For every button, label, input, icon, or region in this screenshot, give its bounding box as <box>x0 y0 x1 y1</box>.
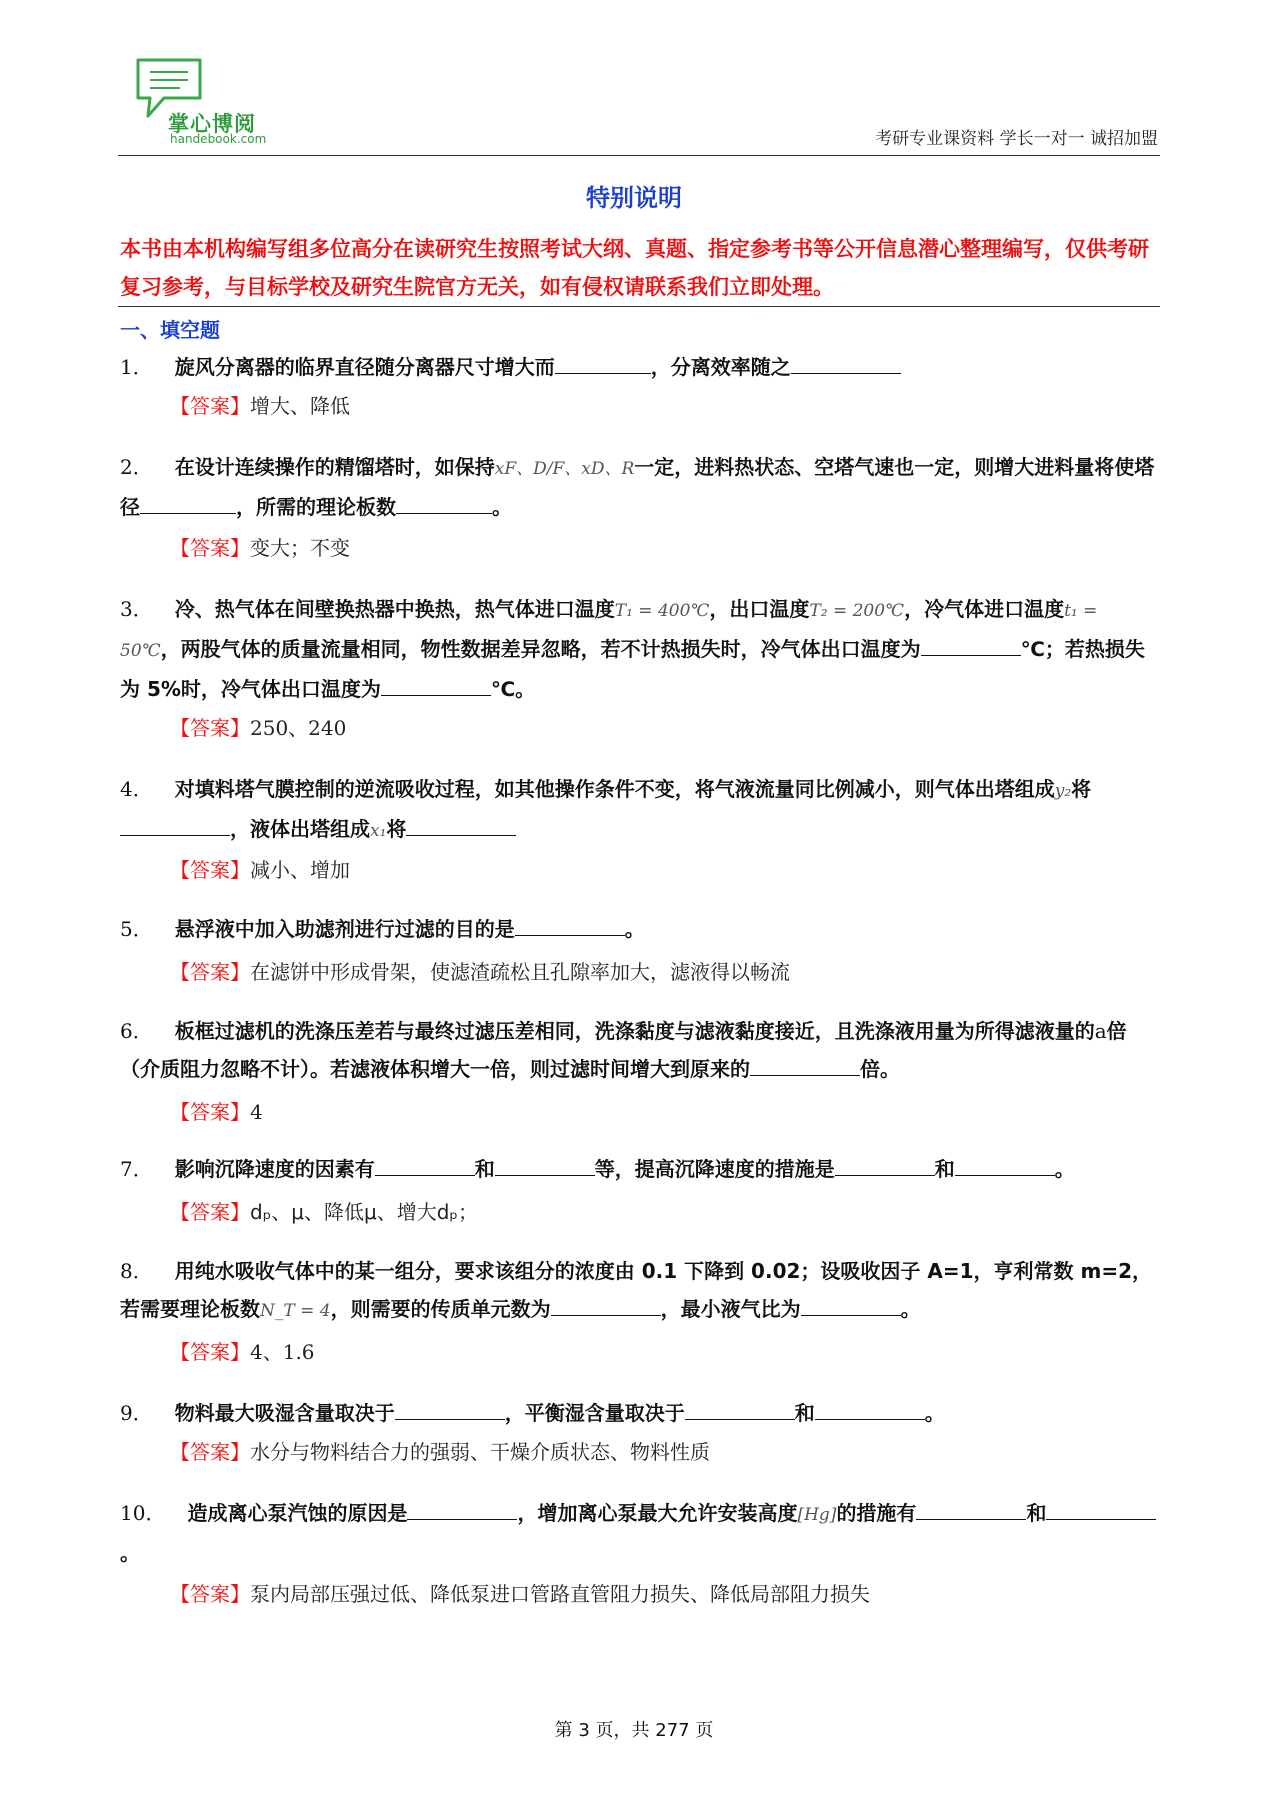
answer-6: 【答案】4 <box>170 1100 263 1124</box>
answer-blank[interactable] <box>406 815 516 836</box>
answer-blank[interactable] <box>495 1155 595 1176</box>
header-divider <box>118 155 1160 156</box>
notice-body: 本书由本机构编写组多位高分在读研究生按照考试大纲、真题、指定参考书等公开信息潜心整理编写，仅供考研复习参考，与目标学校及研究生院官方无关，如有侵权请联系我们立即处理。 <box>120 237 1149 299</box>
answer-blank[interactable] <box>835 1155 935 1176</box>
answer-blank[interactable] <box>815 1399 925 1420</box>
question-9: 9． 物料最大吸湿含量取决于 ，平衡湿含量取决于 和 。 <box>120 1401 945 1425</box>
answer-blank[interactable] <box>921 635 1021 656</box>
answer-5: 【答案】在滤饼中形成骨架，使滤渣疏松且孔隙率加大，滤液得以畅流 <box>170 960 790 984</box>
answer-10: 【答案】泵内局部压强过低、降低泵进口管路直管阻力损失、降低局部阻力损失 <box>170 1582 870 1606</box>
logo-title: 掌心博阅 <box>168 112 256 136</box>
answer-9: 【答案】水分与物料结合力的强弱、干燥介质状态、物料性质 <box>170 1440 710 1464</box>
answer-blank[interactable] <box>685 1399 795 1420</box>
answer-blank[interactable] <box>791 353 901 374</box>
answer-blank[interactable] <box>395 1399 505 1420</box>
notice-title: 特别说明 <box>586 184 682 212</box>
answer-blank[interactable] <box>555 353 651 374</box>
answer-7: 【答案】dₚ、μ、降低μ、增大dₚ； <box>170 1200 478 1224</box>
answer-blank[interactable] <box>120 815 230 836</box>
question-1: 1． 旋风分离器的临界直径随分离器尺寸增大而 ，分离效率随之 <box>120 348 1160 386</box>
question-3: 3． 冷、热气体在间壁换热器中换热，热气体进口温度T₁ = 400℃，出口温度T₂ = 200℃，冷气体进口温度t₁ = 50℃，两股气体的质量流量相同，物性数据差异忽略，若不计热损失时，冷气体出口温度为 ℃；若热损失为 5%时，冷气体出口温度为 ℃。 <box>120 597 1145 701</box>
answer-blank[interactable] <box>407 1499 517 1520</box>
page-number: 第 3 页，共 277 页 <box>554 1720 714 1741</box>
header-tagline: 考研专业课资料 学长一对一 诚招加盟 <box>875 129 1158 149</box>
answer-3: 【答案】250、240 <box>170 716 347 740</box>
answer-blank[interactable] <box>916 1499 1026 1520</box>
logo-url: handebook.com <box>170 132 267 146</box>
answer-blank[interactable] <box>801 1295 901 1316</box>
answer-8: 【答案】4、1.6 <box>170 1340 315 1364</box>
question-5: 5． 悬浮液中加入助滤剂进行过滤的目的是 。 <box>120 917 645 941</box>
answer-blank[interactable] <box>375 1155 475 1176</box>
answer-blank[interactable] <box>515 915 625 936</box>
answer-blank[interactable] <box>140 493 236 514</box>
answer-blank[interactable] <box>381 675 491 696</box>
answer-blank[interactable] <box>1046 1499 1156 1520</box>
question-7: 7． 影响沉降速度的因素有 和 等，提高沉降速度的措施是 和 。 <box>120 1157 1075 1181</box>
answer-2: 【答案】变大；不变 <box>170 536 350 560</box>
answer-blank[interactable] <box>396 493 492 514</box>
answer-1: 【答案】增大、降低 <box>170 394 350 418</box>
answer-4: 【答案】减小、增加 <box>170 858 350 882</box>
question-6: 6． 板框过滤机的洗涤压差若与最终过滤压差相同，洗涤黏度与滤液黏度接近，且洗涤液用量为所得滤液量的a倍（介质阻力忽略不计）。若滤液体积增大一倍，则过滤时间增大到原来的 倍。 <box>120 1019 1127 1081</box>
question-2: 2． 在设计连续操作的精馏塔时，如保持xF、D/F、xD、R一定，进料热状态、空塔气速也一定，则增大进料量将使塔径 ，所需的理论板数 。 <box>120 455 1155 519</box>
section-title: 一、填空题 <box>120 318 220 342</box>
answer-blank[interactable] <box>551 1295 661 1316</box>
question-8: 8． 用纯水吸收气体中的某一组分，要求该组分的浓度由 0.1 下降到 0.02；设吸收因子 A=1，亨利常数 m=2，若需要理论板数N_T = 4，则需要的传质单元数为 ，最小液气比为 。 <box>120 1259 1152 1321</box>
notice-divider <box>118 306 1160 307</box>
question-4: 4． 对填料塔气膜控制的逆流吸收过程，如其他操作条件不变，将气液流量同比例减小，则气体出塔组成y₂将，液体出塔组成x₁将 <box>120 777 1092 841</box>
answer-blank[interactable] <box>955 1155 1055 1176</box>
question-10: 10． 造成离心泵汽蚀的原因是 ，增加离心泵最大允许安装高度[Hg]的措施有 和。 <box>120 1494 1160 1572</box>
answer-blank[interactable] <box>750 1055 860 1076</box>
